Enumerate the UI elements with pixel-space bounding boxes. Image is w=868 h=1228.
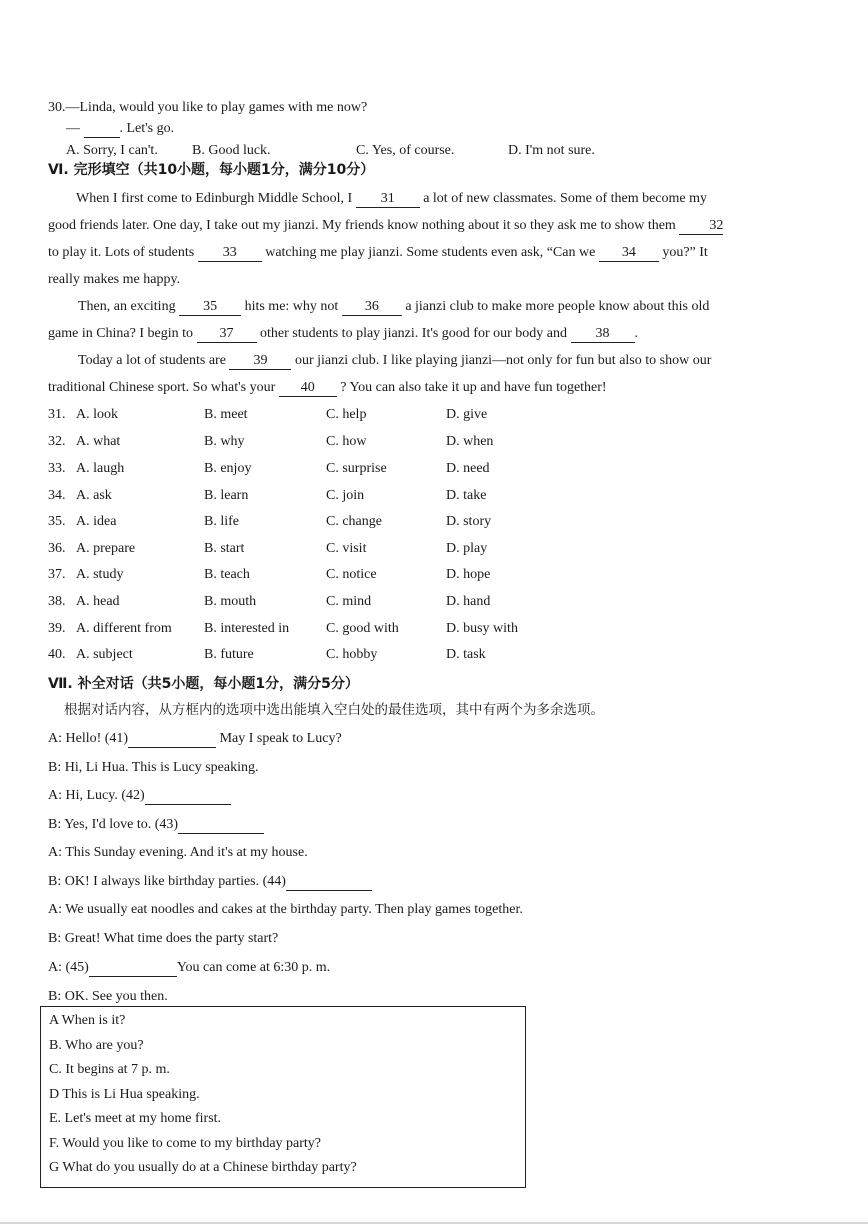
dialogue-line: A: This Sunday evening. And it's at my house. xyxy=(48,845,308,860)
passage-line: When I first come to Edinburgh Middle School, I 31 a lot of new classmates. Some of them become my xyxy=(76,191,708,206)
choice-item[interactable]: G What do you usually do at a Chinese birthday party? xyxy=(49,1160,357,1175)
option-c[interactable]: C. how xyxy=(326,434,367,449)
blank-44[interactable] xyxy=(286,875,372,891)
blank-42[interactable] xyxy=(145,789,231,805)
passage-line: Then, an exciting 35 hits me: why not 36 a jianzi club to make more people know about this old xyxy=(78,299,710,314)
dialogue-line: B: Hi, Li Hua. This is Lucy speaking. xyxy=(48,760,259,775)
option-row xyxy=(48,513,608,533)
dialogue-line: A: Hello! (41) May I speak to Lucy? xyxy=(48,731,342,746)
option-b[interactable]: B. enjoy xyxy=(204,461,252,476)
passage-line: good friends later. One day, I take out my jianzi. My friends know nothing about it so they ask me to show them 32 xyxy=(48,218,724,233)
option-a[interactable]: A. prepare xyxy=(76,541,136,556)
option-d[interactable]: D. hand xyxy=(446,594,491,609)
option-c[interactable]: C. help xyxy=(326,407,367,422)
option-b[interactable]: B. teach xyxy=(204,567,250,582)
blank-36[interactable]: 36 xyxy=(342,300,402,316)
option-a[interactable]: A. different from xyxy=(76,621,172,636)
question-number: 32. xyxy=(48,434,66,449)
section6-heading: Ⅵ. 完形填空（共10小题，每小题1分，满分10分） xyxy=(48,162,375,178)
blank-43[interactable] xyxy=(178,818,264,834)
q30-option-a: A. Sorry, I can't. xyxy=(66,143,158,158)
blank-31[interactable]: 31 xyxy=(356,192,420,208)
option-row xyxy=(48,646,608,666)
choice-item[interactable]: A When is it? xyxy=(49,1013,126,1028)
option-d[interactable]: D. need xyxy=(446,461,490,476)
option-d[interactable]: D. give xyxy=(446,407,488,422)
option-row xyxy=(48,406,608,426)
passage-line: really makes me happy. xyxy=(48,272,181,287)
q30-reply xyxy=(66,120,174,138)
option-row xyxy=(48,620,608,640)
option-b[interactable]: B. why xyxy=(204,434,245,449)
question-number: 35. xyxy=(48,514,66,529)
dialogue-line: B: OK. See you then. xyxy=(48,989,168,1004)
option-row xyxy=(48,540,608,560)
dialogue-line: B: OK! I always like birthday parties. (44) xyxy=(48,873,372,891)
choice-item[interactable]: D This is Li Hua speaking. xyxy=(49,1087,200,1102)
blank-39[interactable]: 39 xyxy=(229,354,291,370)
blank-32[interactable]: 32 xyxy=(679,219,723,235)
blank-35[interactable]: 35 xyxy=(179,300,241,316)
question-number: 33. xyxy=(48,461,66,476)
choice-item[interactable]: B. Who are you? xyxy=(49,1038,144,1053)
blank-33[interactable]: 33 xyxy=(198,246,262,262)
question-number: 39. xyxy=(48,621,66,636)
choices-box xyxy=(40,1006,526,1188)
question-number: 40. xyxy=(48,647,66,662)
option-b[interactable]: B. start xyxy=(204,541,245,556)
question-number: 37. xyxy=(48,567,66,582)
passage-line: Today a lot of students are 39 our jianzi club. I like playing jianzi—not only for fun but also to show our xyxy=(78,353,712,368)
option-d[interactable]: D. play xyxy=(446,541,488,556)
option-c[interactable]: C. surprise xyxy=(326,461,387,476)
blank-41[interactable] xyxy=(128,732,216,748)
blank-37[interactable]: 37 xyxy=(197,327,257,343)
option-a[interactable]: A. laugh xyxy=(76,461,125,476)
choice-item[interactable]: C. It begins at 7 p. m. xyxy=(49,1062,170,1077)
option-b[interactable]: B. life xyxy=(204,514,239,529)
option-c[interactable]: C. mind xyxy=(326,594,372,609)
option-row xyxy=(48,433,608,453)
q30-reply-suffix: . Let's go. xyxy=(119,121,175,136)
option-c[interactable]: C. visit xyxy=(326,541,367,556)
option-d[interactable]: D. task xyxy=(446,647,486,662)
option-d[interactable]: D. hope xyxy=(446,567,491,582)
option-row xyxy=(48,487,608,507)
option-d[interactable]: D. take xyxy=(446,488,487,503)
option-row xyxy=(48,460,608,480)
page-bottom-edge xyxy=(0,1222,868,1224)
section7-instruction: 根据对话内容，从方框内的选项中选出能填入空白处的最佳选项，其中有两个为多余选项。 xyxy=(64,702,604,718)
question-number: 31. xyxy=(48,407,66,422)
q30-question: 30.—Linda, would you like to play games with me now? xyxy=(48,100,368,115)
blank-34[interactable]: 34 xyxy=(599,246,659,262)
passage-line: to play it. Lots of students 33 watching me play jianzi. Some students even ask, “Can we 34 you?” It xyxy=(48,245,708,260)
dialogue-line: A: Hi, Lucy. (42) xyxy=(48,787,231,805)
choice-item[interactable]: E. Let's meet at my home first. xyxy=(49,1111,222,1126)
q30-reply-prefix: — xyxy=(66,121,84,136)
option-a[interactable]: A. subject xyxy=(76,647,133,662)
option-d[interactable]: D. busy with xyxy=(446,621,518,636)
option-c[interactable]: C. hobby xyxy=(326,647,378,662)
blank-40[interactable]: 40 xyxy=(279,381,337,397)
question-number: 36. xyxy=(48,541,66,556)
dialogue-line: B: Great! What time does the party start? xyxy=(48,931,279,946)
choice-item[interactable]: F. Would you like to come to my birthday party? xyxy=(49,1136,322,1151)
option-d[interactable]: D. story xyxy=(446,514,492,529)
option-b[interactable]: B. future xyxy=(204,647,254,662)
section7-heading: Ⅶ. 补全对话（共5小题，每小题1分，满分5分） xyxy=(48,676,359,692)
passage-line: game in China? I begin to 37 other students to play jianzi. It's good for our body and 38 . xyxy=(48,326,638,341)
q30-blank[interactable] xyxy=(84,122,120,138)
option-d[interactable]: D. when xyxy=(446,434,494,449)
dialogue-line: A: We usually eat noodles and cakes at the birthday party. Then play games together. xyxy=(48,902,523,917)
option-b[interactable]: B. mouth xyxy=(204,594,257,609)
option-a[interactable]: A. head xyxy=(76,594,120,609)
option-c[interactable]: C. notice xyxy=(326,567,377,582)
question-number: 38. xyxy=(48,594,66,609)
dialogue-line: A: (45) You can come at 6:30 p. m. xyxy=(48,960,331,975)
option-c[interactable]: C. join xyxy=(326,488,365,503)
blank-38[interactable]: 38 xyxy=(571,327,635,343)
option-b[interactable]: B. meet xyxy=(204,407,248,422)
q30-option-c: C. Yes, of course. xyxy=(356,143,455,158)
option-b[interactable]: B. interested in xyxy=(204,621,290,636)
option-a[interactable]: A. study xyxy=(76,567,124,582)
option-row xyxy=(48,566,608,586)
q30-option-b: B. Good luck. xyxy=(192,143,271,158)
dialogue-line: B: Yes, I'd love to. (43) xyxy=(48,816,264,834)
q30-option-d: D. I'm not sure. xyxy=(508,143,595,158)
option-a[interactable]: A. look xyxy=(76,407,118,422)
option-a[interactable]: A. what xyxy=(76,434,121,449)
option-c[interactable]: C. good with xyxy=(326,621,399,636)
question-number: 34. xyxy=(48,488,66,503)
option-b[interactable]: B. learn xyxy=(204,488,249,503)
blank-45[interactable] xyxy=(89,961,177,977)
passage-line: traditional Chinese sport. So what's your 40 ? You can also take it up and have fun together! xyxy=(48,380,607,395)
option-a[interactable]: A. ask xyxy=(76,488,112,503)
option-row xyxy=(48,593,608,613)
option-c[interactable]: C. change xyxy=(326,514,382,529)
option-a[interactable]: A. idea xyxy=(76,514,117,529)
